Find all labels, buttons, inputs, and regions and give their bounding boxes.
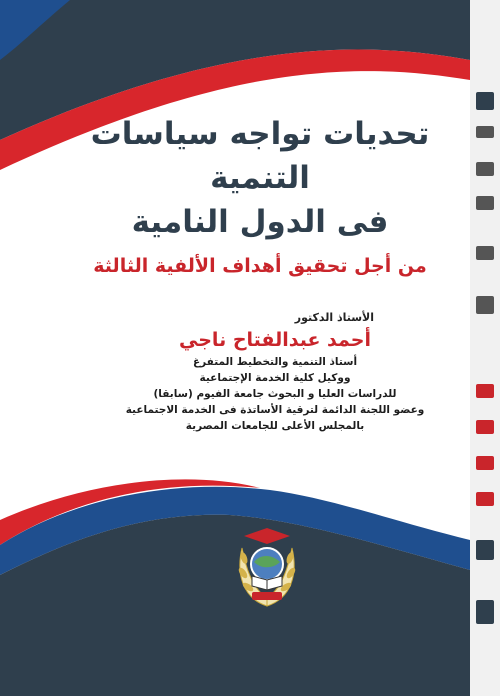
credential-line: ووكيل كلية الخدمة الإجتماعية (199, 372, 351, 384)
author-name: أحمد عبدالفتاح ناجي (179, 329, 371, 351)
author-prefix: الأستاذ الدكتور (294, 311, 374, 324)
credential-line: للدراسات العليا و البحوث جامعة الفيوم (سابقا) (153, 388, 397, 400)
spine-mark (476, 540, 494, 560)
spine-mark (476, 384, 494, 398)
spine-mark (476, 456, 494, 470)
credential-line: وعضو اللجنة الدائمة لترقية الأساتذة فى الخدمة الاجتماعية (125, 404, 425, 416)
spine-mark (476, 420, 494, 434)
book-title-line2: فى الدول النامية (131, 204, 389, 240)
author-block (90, 310, 460, 434)
credential-line: أستاذ التنمية والتخطيط المتفرغ (192, 356, 358, 368)
book-subtitle: من أجل تحقيق أهداف الألفية الثالثة (93, 255, 427, 277)
publisher-logo-icon (232, 518, 302, 614)
spine-strip (470, 0, 500, 696)
spine-marks (470, 0, 500, 696)
spine-mark (476, 600, 494, 624)
spine-mark (476, 126, 494, 138)
spine-mark (476, 196, 494, 210)
credential-line: بالمجلس الأعلى للجامعات المصرية (185, 420, 365, 432)
spine-mark (476, 492, 494, 506)
title-block (60, 112, 460, 282)
spine-mark (476, 296, 494, 314)
spine-mark (476, 162, 494, 176)
book-title-line1: تحديات تواجه سياسات التنمية (90, 116, 430, 196)
spine-mark (476, 92, 494, 110)
spine-mark (476, 246, 494, 260)
